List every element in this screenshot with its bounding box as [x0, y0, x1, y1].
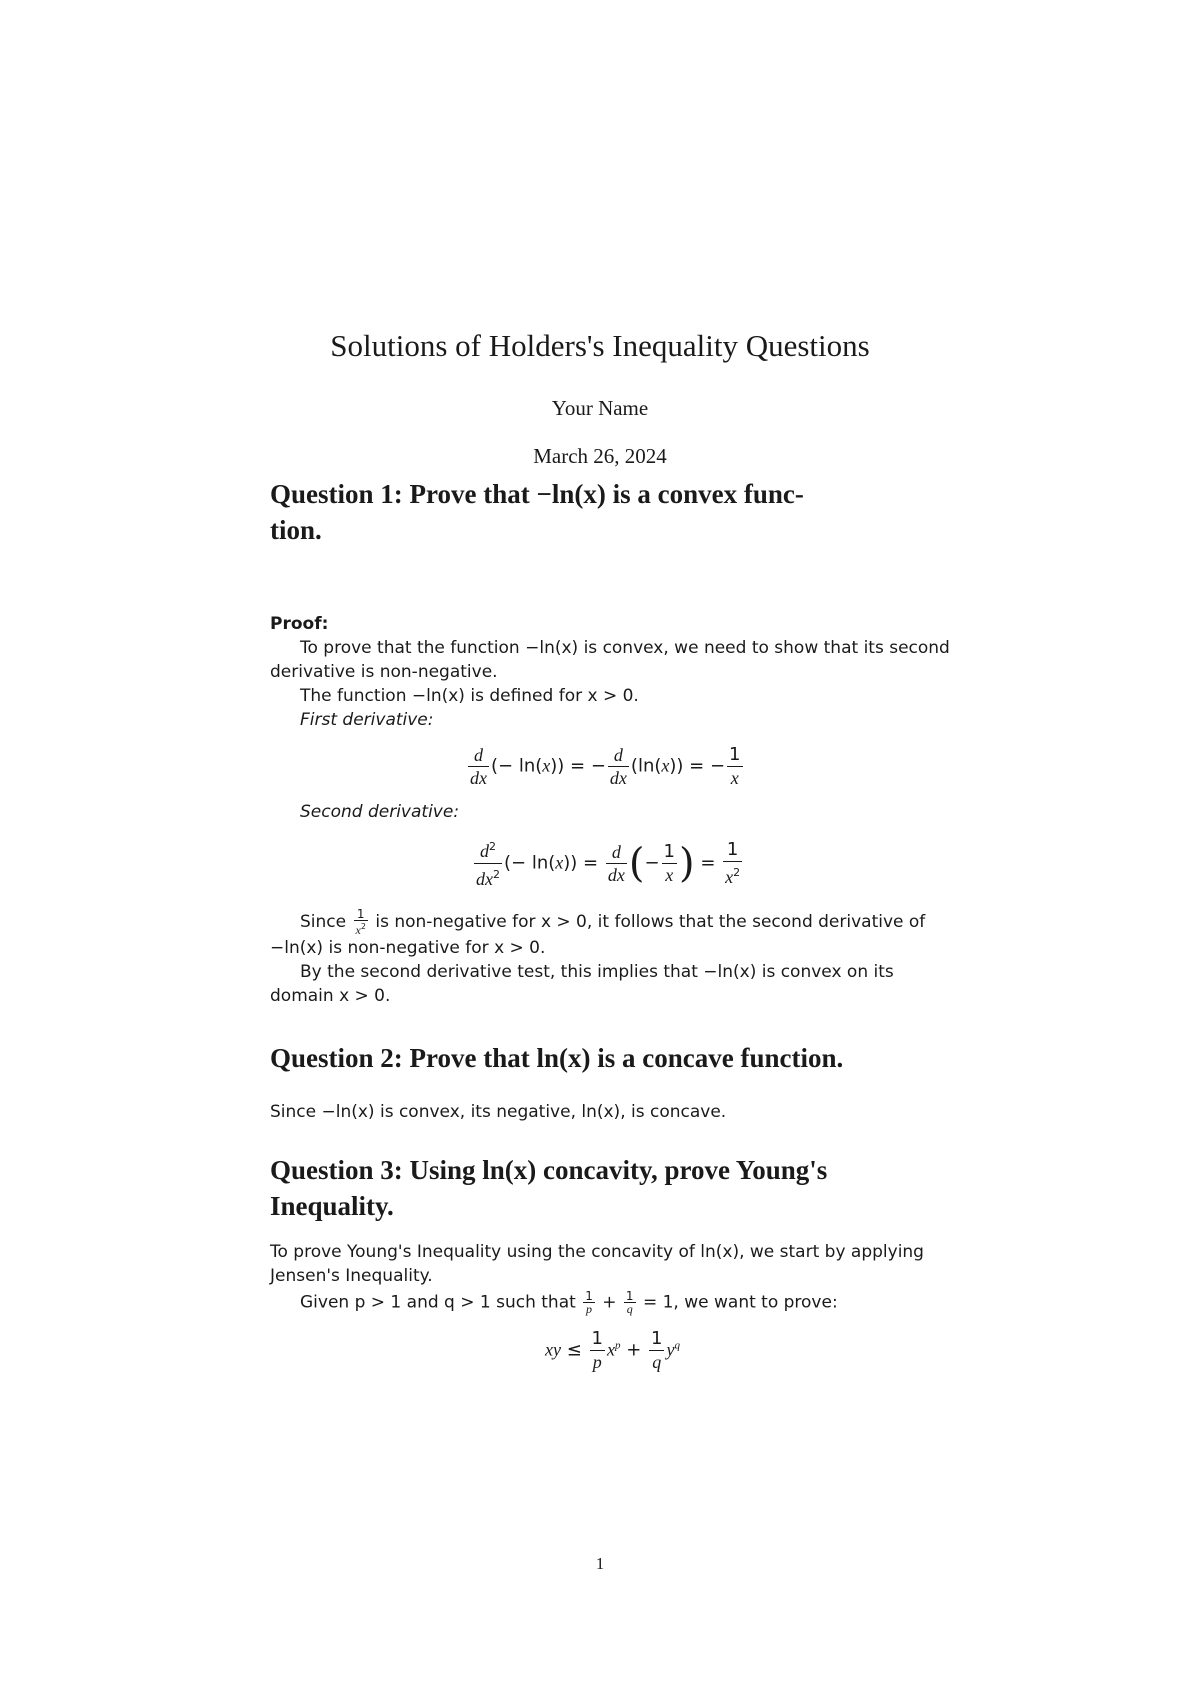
- document-date: March 26, 2024: [533, 444, 667, 468]
- q1-paragraph4-line2: domain x > 0.: [270, 986, 391, 1006]
- q3-paragraph1-line1: To prove Young's Inequality using the concavity of ln(x), we start by applying: [270, 1242, 924, 1262]
- q3-heading-line2: Inequality.: [270, 1191, 394, 1221]
- first-derivative-label: First derivative:: [300, 710, 434, 730]
- given-text: Given p > 1 and q > 1 such that: [300, 1292, 576, 1313]
- since-rest: is non-negative for x > 0, it follows that the second derivative of: [375, 912, 926, 932]
- q2-heading: Question 2: Prove that ln(x) is a concave function.: [270, 1043, 844, 1073]
- q1-paragraph1-line1: To prove that the function −ln(x) is convex, we need to show that its second: [300, 638, 950, 658]
- q1-paragraph2: The function −ln(x) is defined for x > 0.: [300, 686, 639, 706]
- second-derivative-equation: $\frac{d^2}{dx^2}$ (− ln(x)) = $\frac{d}{dx}$ (− $\frac{1}{x}$ ) = $\frac{1}{x^2}$: [472, 836, 744, 891]
- first-derivative-equation: $\frac{d}{dx}$ (− ln(x)) = − $\frac{d}{dx}$ (ln(x)) = − $\frac{1}{x}$: [470, 744, 741, 788]
- youngs-inequality-equation: xy ≤ $\frac{1}{p}$ $x^p$ + $\frac{1}{q}$ $y^q$: [545, 1328, 680, 1372]
- q3-paragraph2: Given p > 1 and q > 1 such that $\frac{1}{p}$ + $\frac{1}{q}$ = 1, we want to prove:: [300, 1289, 838, 1316]
- document-title: Solutions of Holders's Inequality Questions: [330, 328, 870, 363]
- given-end: = 1, we want to prove:: [642, 1292, 838, 1313]
- q1-heading-line1: Question 1: Prove that −ln(x) is a convex func-: [270, 479, 804, 509]
- proof-label: Proof:: [270, 614, 329, 634]
- second-derivative-label: Second derivative:: [300, 802, 460, 822]
- page-number: 1: [595, 1554, 605, 1573]
- since-word: Since: [300, 912, 347, 932]
- author-name: Your Name: [551, 396, 649, 420]
- q1-heading-line2: tion.: [270, 515, 322, 545]
- q1-paragraph3-line1: Since $\frac{1}{x^2}$ is non-negative for x > 0, it follows that the second derivative of: [300, 907, 926, 937]
- q2-text: Since −ln(x) is convex, its negative, ln(x), is concave.: [270, 1102, 727, 1122]
- q1-paragraph3-line2: −ln(x) is non-negative for x > 0.: [270, 938, 546, 958]
- q1-paragraph1-line2: derivative is non-negative.: [270, 662, 498, 682]
- q3-paragraph1-line2: Jensen's Inequality.: [270, 1266, 433, 1286]
- q3-heading-line1: Question 3: Using ln(x) concavity, prove Young's: [270, 1155, 828, 1185]
- q1-paragraph4-line1: By the second derivative test, this implies that −ln(x) is convex on its: [300, 962, 894, 982]
